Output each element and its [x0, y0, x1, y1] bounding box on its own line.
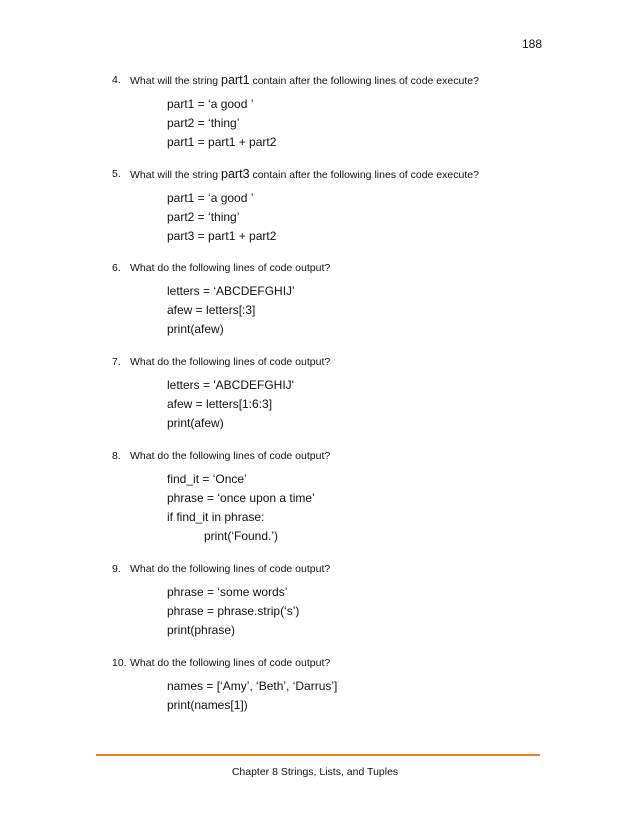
code-line: phrase = phrase.strip(‘s’) [167, 604, 300, 618]
code-block [167, 583, 532, 640]
footer-chapter-title: Chapter 8 Strings, Lists, and Tuples [231, 766, 399, 778]
code-line: print(‘Found.’) [204, 529, 279, 543]
question-5 [112, 167, 532, 246]
question-8 [112, 449, 532, 546]
question-4 [112, 73, 532, 152]
code-line: print(names[1]) [167, 698, 248, 712]
question-number: 8. [112, 450, 121, 462]
question-7 [112, 355, 532, 433]
code-line: phrase = ‘once upon a time’ [167, 491, 315, 505]
code-block [167, 677, 532, 715]
code-line: letters = 'ABCDEFGHIJ' [167, 378, 294, 392]
page-number: 188 [521, 37, 542, 51]
question-number: 5. [112, 168, 121, 180]
code-line: afew = letters[1:6:3] [167, 397, 273, 411]
question-text: What do the following lines of code output? [130, 450, 331, 462]
code-line: names = [‘Amy’, ‘Beth’, ‘Darrus’] [167, 679, 338, 693]
code-line: print(afew) [167, 322, 224, 336]
code-line: part1 = part1 + part2 [167, 135, 277, 149]
question-text: What will the string part1 contain after the following lines of code execute? [130, 73, 479, 87]
footer-rule [96, 754, 540, 756]
question-number: 7. [112, 356, 121, 368]
question-text: What do the following lines of code output? [130, 657, 331, 669]
question-10 [112, 656, 532, 715]
code-line: part2 = ‘thing’ [167, 210, 240, 224]
question-number: 6. [112, 262, 121, 274]
code-line: print(phrase) [167, 623, 236, 637]
question-text: What do the following lines of code output? [130, 262, 331, 274]
code-line: part1 = ‘a good ’ [167, 191, 254, 205]
code-line: part1 = ‘a good ’ [167, 97, 254, 111]
code-line: find_it = ‘Once’ [167, 472, 247, 486]
question-text: What do the following lines of code output? [130, 356, 331, 368]
question-9 [112, 562, 532, 640]
code-block [167, 189, 532, 246]
code-line: afew = letters[:3] [167, 303, 256, 317]
code-line: part3 = part1 + part2 [167, 229, 277, 243]
code-line: if find_it in phrase: [167, 510, 265, 524]
code-line: print(afew) [167, 416, 224, 430]
code-block [167, 376, 532, 433]
question-text: What will the string part3 contain after the following lines of code execute? [130, 167, 479, 181]
question-number: 10. [112, 657, 127, 669]
code-block [167, 282, 532, 339]
code-line: letters = ‘ABCDEFGHIJ’ [167, 284, 295, 298]
code-block [167, 470, 532, 546]
question-6 [112, 261, 532, 339]
code-block [167, 95, 532, 152]
question-number: 4. [112, 74, 121, 86]
question-text: What do the following lines of code output? [130, 563, 331, 575]
question-number: 9. [112, 563, 121, 575]
code-line: phrase = ‘some words’ [167, 585, 288, 599]
code-line: part2 = ‘thing’ [167, 116, 240, 130]
